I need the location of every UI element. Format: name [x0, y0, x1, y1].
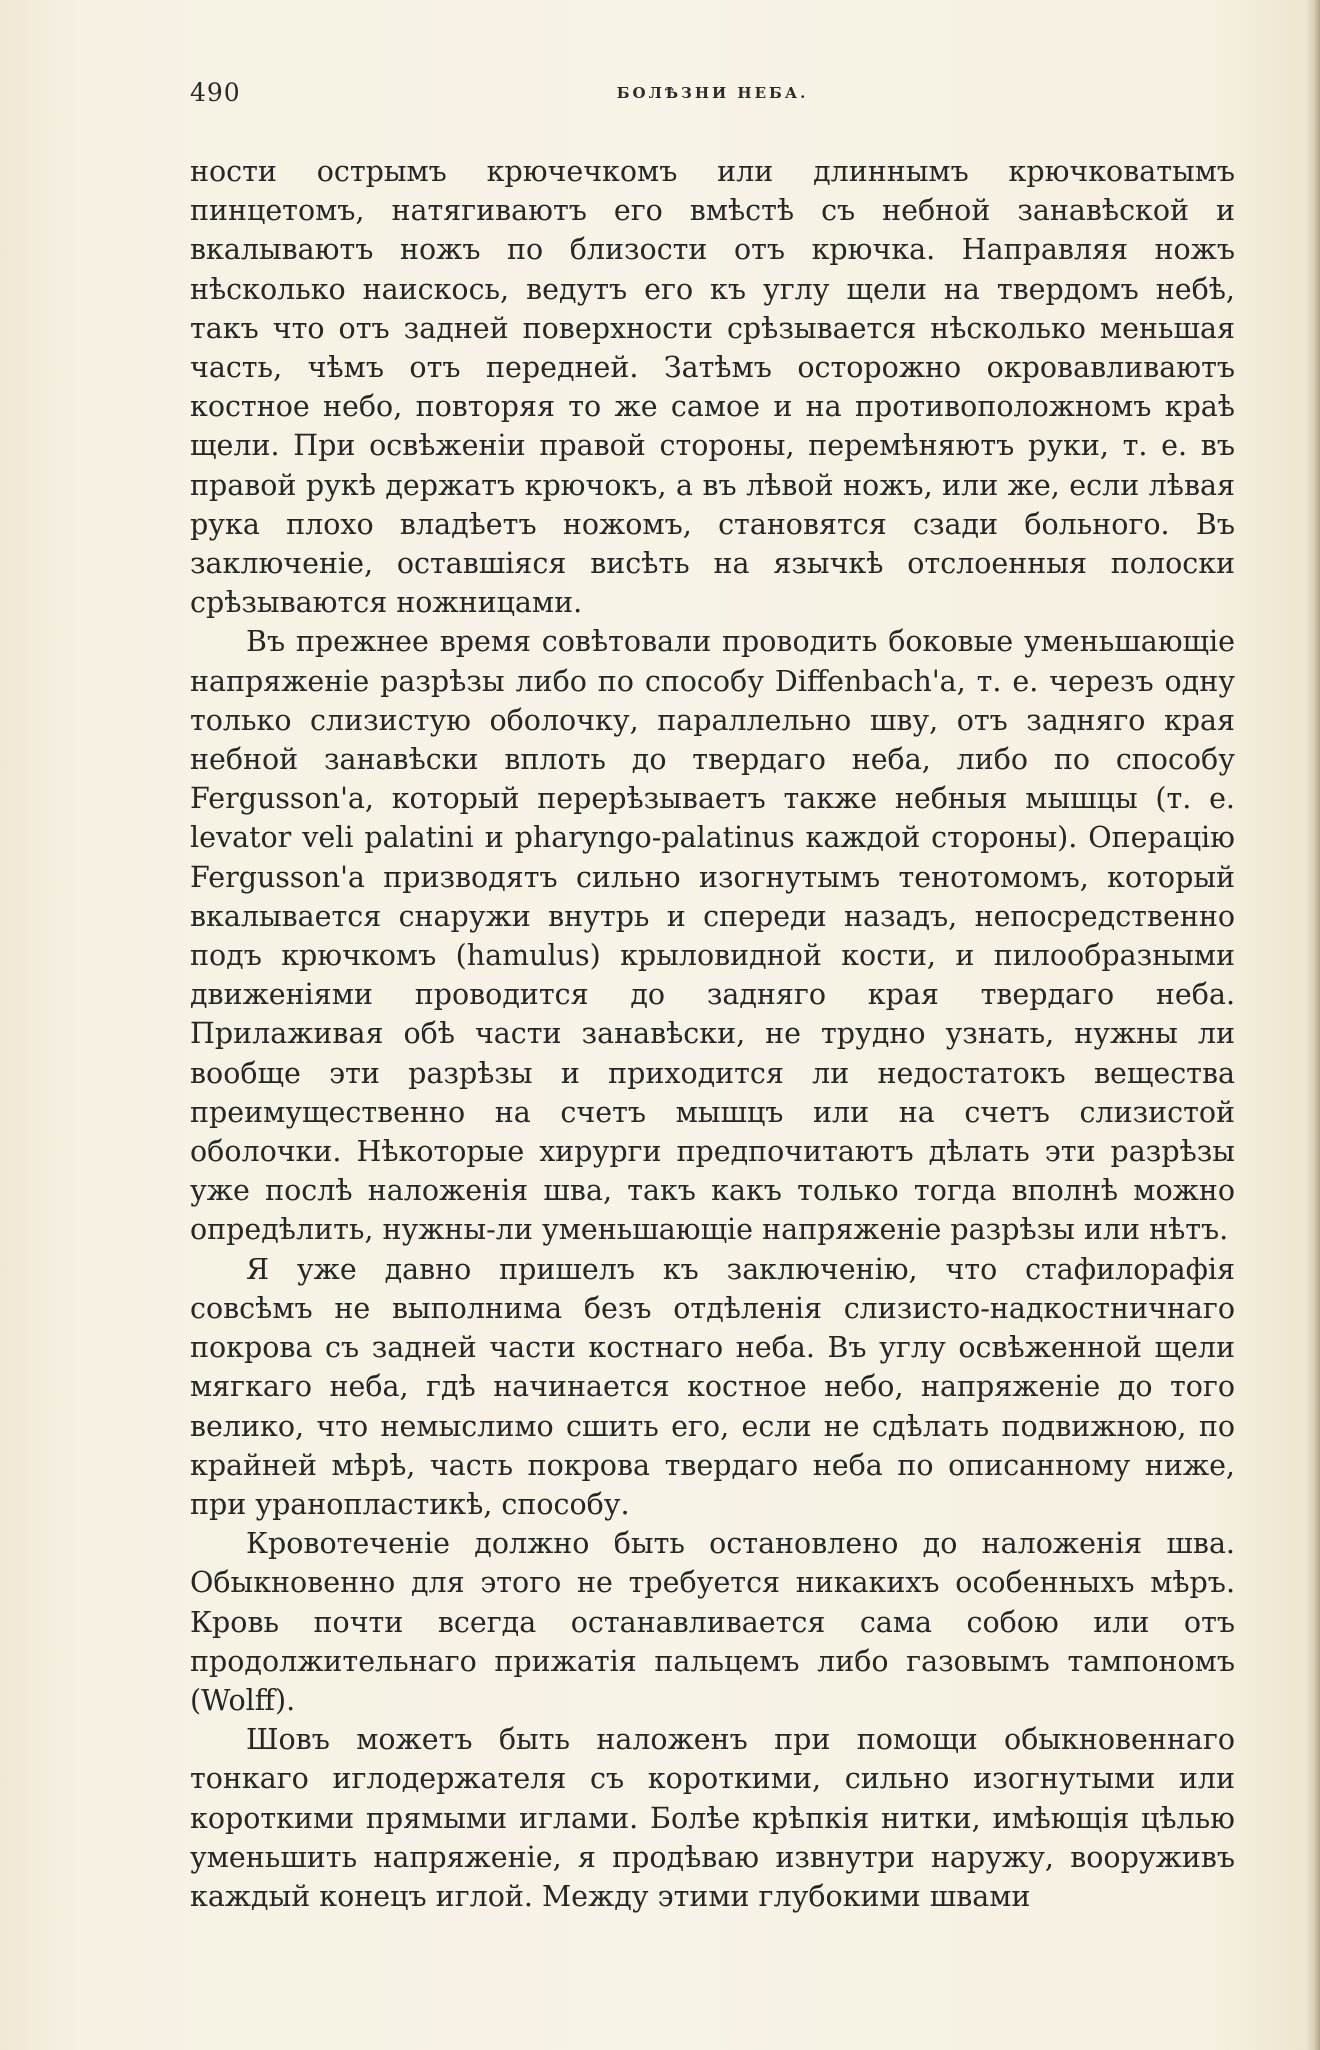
page-header [190, 78, 1235, 118]
page-number: 490 [190, 78, 241, 107]
paragraph-3: Я уже давно пришелъ къ заключенiю, что стафилорафiя совсѣмъ не выполнима безъ отдѣленiя слизисто-надкостничнаго покрова съ задней части костнаго неба. Въ углу освѣженной щели мягкаго неба, гдѣ начинается костное небо, напряженiе до того велико, что немыслимо сшить его, если не сдѣлать подвижною, по крайней мѣрѣ, часть покрова твердаго неба по описанному ниже, при уранопластикѣ, способу. [190, 1252, 1235, 1521]
running-title: БОЛѢЗНИ НЕБА. [616, 84, 809, 102]
paragraph-4: Кровотеченiе должно быть остановлено до наложенiя шва. Обыкновенно для этого не требуется никакихъ особенныхъ мѣръ. Кровь почти всегда останавливается сама собою или отъ продолжительнаго прижатiя пальцемъ либо газовымъ тампономъ (Wolff). [190, 1527, 1235, 1717]
paragraph-2: Въ прежнее время совѣтовали проводить боковые уменьшающiе напряженiе разрѣзы либо по способу Diffenbach'а, т. е. черезъ одну только слизистую оболочку, параллельно шву, отъ задняго края небной занавѣски вплоть до твердаго неба, либо по способу Fergusson'а, который перерѣзываетъ также небныя мышцы (т. е. levator veli palatini и pharyngo-palatinus каждой стороны). Операцiю Fergusson'а призводятъ сильно изогнутымъ тенотомомъ, который вкалывается снаружи внутрь и спереди назадъ, непосредственно подъ крючкомъ (hamulus) крыловидной кости, и пилообразными движенiями проводится до задняго края твердаго неба. Прилаживая обѣ части занавѣски, не трудно узнать, нужны ли вообще эти разрѣзы и приходится ли недостатокъ вещества преимущественно на счетъ мышцъ или на счетъ слизистой оболочки. Нѣкоторые хирурги предпочитаютъ дѣлать эти разрѣзы уже послѣ наложенiя шва, такъ какъ только тогда вполнѣ можно опредѣлить, нужны-ли уменьшающiе напряженiе разрѣзы или нѣтъ. [190, 625, 1235, 1247]
body-text [190, 152, 1235, 1916]
paragraph-5: Шовъ можетъ быть наложенъ при помощи обыкновеннаго тонкаго иглодержателя съ короткими, сильно изогнутыми или короткими прямыми иглами. Болѣе крѣпкiя нитки, имѣющiя цѣлью уменьшить напряженiе, я продѣваю извнутри наружу, вооруживъ каждый конецъ иглой. Между этими глубокими швами [190, 1723, 1235, 1913]
paragraph-1: ности острымъ крючечкомъ или длиннымъ крючковатымъ пинцетомъ, натягиваютъ его вмѣстѣ съ небной занавѣской и вкалываютъ ножъ по близости отъ крючка. Направляя ножъ нѣсколько наискось, ведутъ его къ углу щели на твердомъ небѣ, такъ что отъ задней поверхности срѣзывается нѣсколько меньшая часть, чѣмъ отъ передней. Затѣмъ осторожно окровавливаютъ костное небо, повторяя то же самое и на противоположномъ краѣ щели. При освѣженiи правой стороны, перемѣняютъ руки, т. е. въ правой рукѣ держатъ крючокъ, а въ лѣвой ножъ, или же, если лѣвая рука плохо владѣетъ ножомъ, становятся сзади больного. Въ заключенiе, оставшiяся висѣть на язычкѣ отслоенныя полоски срѣзываются ножницами. [190, 155, 1235, 620]
page-edge-shadow [1306, 0, 1320, 2050]
